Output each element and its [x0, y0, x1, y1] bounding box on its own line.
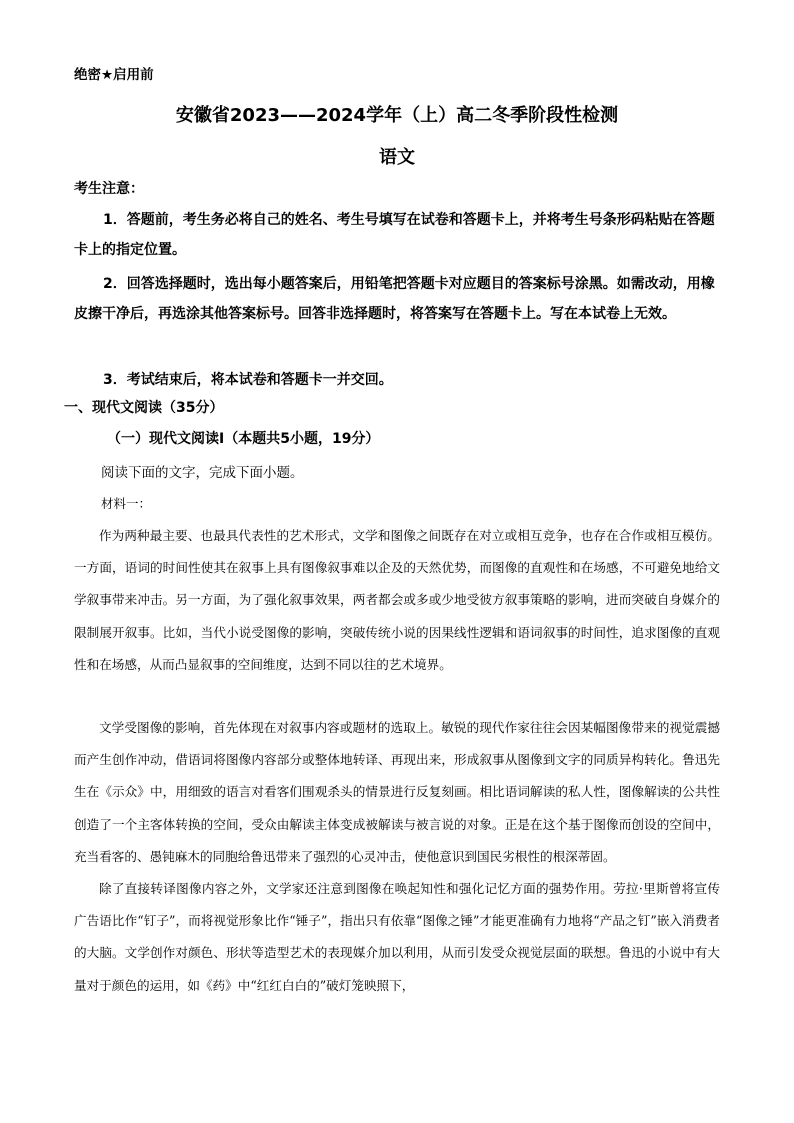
passage-paragraph-1: 作为两种最主要、也最具代表性的艺术形式，文学和图像之间既存在对立或相互竞争，也存在合作或相互模仿。一方面，语词的时间性使其在叙事上具有图像叙事难以企及的天然优势，而图像的直观性和在场感，不可避免地给文学叙事带来冲击。另一方面，为了强化叙事效果，两者都会或多或少地受彼方叙事策略的影响，进而突破自身媒介的限制展开叙事。比如，当代小说受图像的影响，突破传统小说的因果线性逻辑和语词叙事的时间性，追求图像的直观性和在场感，从而凸显叙事的空间维度，达到不同以往的艺术境界。 — [74, 528, 720, 672]
confidential-label: 绝密★启用前 — [74, 67, 154, 83]
reading-instruction: 阅读下面的文字，完成下面小题。 — [101, 465, 304, 481]
passage-paragraph-2: 文学受图像的影响，首先体现在对叙事内容或题材的选取上。敏锐的现代作家往往会因某幅图像带来的视觉震撼而产生创作冲动，借语词将图像内容部分或整体地转译、再现出来，形成叙事从图像到文字的同质异构转化。鲁迅先生在《示众》中，用细致的语言对看客们围观杀头的情景进行反复刻画。相比语词解读的私人性，图像解读的公共性创造了一个主客体转换的空间，受众由解读主体变成被解读与被言说的对象。正是在这个基于图像而创设的空间中，充当看客的、愚钝麻木的同胞给鲁迅带来了强烈的心灵冲击，使他意识到国民劣根性的根深蒂固。 — [74, 720, 720, 864]
notice-item-2: 2．回答选择题时，选出每小题答案后，用铅笔把答题卡对应题目的答案标号涂黑。如需改动，用橡皮擦干净后，再选涂其他答案标号。回答非选择题时，将答案写在答题卡上。写在本试卷上无效。 — [74, 276, 715, 322]
section-heading: 一、现代文阅读（35分） — [64, 400, 224, 416]
notice-item-3: 3．考试结束后，将本试卷和答题卡一并交回。 — [103, 372, 393, 388]
subsection-heading: （一）现代文阅读Ⅰ（本题共5小题，19分） — [107, 431, 380, 447]
notice-item-1: 1．答题前，考生务必将自己的姓名、考生号填写在试卷和答题卡上，并将考生号条形码粘贴在答题卡上的指定位置。 — [74, 212, 715, 258]
exam-title: 安徽省2023——2024学年（上）高二冬季阶段性检测 — [175, 105, 619, 126]
notice-heading: 考生注意： — [74, 181, 144, 197]
material-label: 材料一： — [101, 496, 152, 511]
subject-title: 语文 — [379, 147, 415, 168]
passage-paragraph-3: 除了直接转译图像内容之外，文学家还注意到图像在唤起知性和强化记忆方面的强势作用。劳拉·里斯曾将宣传广告语比作“钉子”，而将视觉形象比作“锤子”，指出只有依靠“图像之锤”才能更准确有力地将“产品之钉”嵌入消费者的大脑。文学创作对颜色、形状等造型艺术的表现媒介加以利用，从而引发受众视觉层面的联想。鲁迅的小说中有大量对于颜色的运用，如《药》中“红红白白的”破灯笼映照下， — [74, 881, 720, 993]
